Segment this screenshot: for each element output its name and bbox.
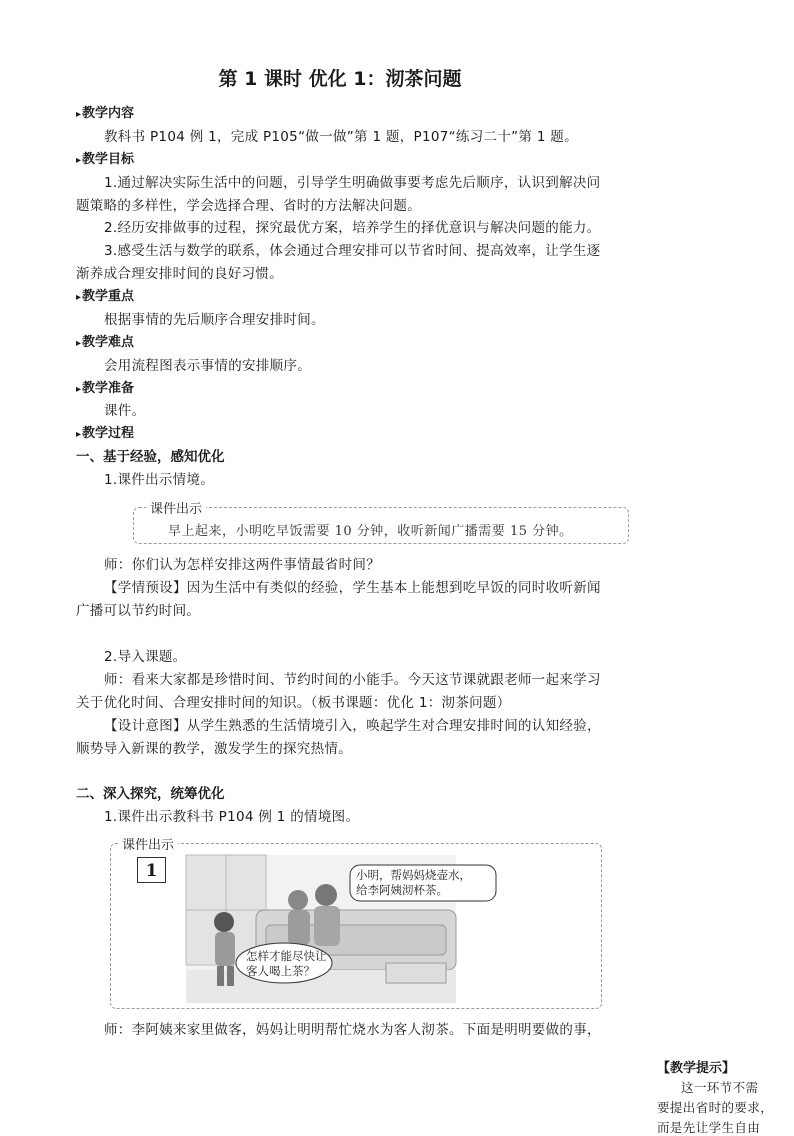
teaching-tip-line-1: 这一环节不需 [681, 1080, 759, 1095]
goal-line-2: 题策略的多样性，学会选择合理、省时的方法解决问题。 [76, 198, 421, 214]
section-heading-process: ▸ 教学过程 [76, 422, 134, 441]
design-intent-line-2: 顺势导入新课的教学，激发学生的探究热情。 [76, 741, 352, 757]
section-heading-content: ▸ 教学内容 [76, 102, 134, 121]
teaching-tip-line-2: 要提出省时的要求， [657, 1100, 774, 1115]
section-heading-goals: ▸ 教学目标 [76, 148, 134, 167]
bubble-mom-line-2: 给李阿姨沏杯茶。 [356, 883, 448, 897]
part1-heading: 一、基于经验，感知优化 [76, 449, 225, 465]
goal-line-4: 3.感受生活与数学的联系，体会通过合理安排可以节省时间、提高效率，让学生逐 [104, 243, 601, 259]
teacher-intro-line-1: 师：看来大家都是珍惜时间、节约时间的小能手。今天这节课就跟老师一起来学习 [104, 672, 601, 688]
bubble-boy-line-2: 客人喝上茶？ [246, 964, 315, 978]
learning-preset-line-2: 广播可以节约时间。 [76, 603, 201, 619]
page-title: 第 1 课时 优化 1：沏茶问题 [218, 68, 462, 90]
teaching-tip-line-3: 而是先让学生自由 [657, 1120, 761, 1135]
courseware-box-1-text: 早上起来，小明吃早饭需要 10 分钟，收听新闻广播需要 15 分钟。 [168, 524, 573, 539]
bubble-mom-line-1: 小明，帮妈妈烧壶水， [356, 868, 471, 882]
example-number: 1 [137, 857, 166, 883]
goal-line-5: 渐养成合理安排时间的良好习惯。 [76, 266, 283, 282]
learning-preset-line-1: 【学情预设】因为生活中有类似的经验，学生基本上能想到吃早饭的同时收听新闻 [104, 580, 601, 596]
prep-text: 课件。 [104, 403, 146, 419]
goal-line-3: 2.经历安排做事的过程，探究最优方案，培养学生的择优意识与解决问题的能力。 [104, 220, 601, 236]
courseware-box-1-label: 课件出示 [146, 498, 206, 517]
key-text: 根据事情的先后顺序合理安排时间。 [104, 312, 325, 328]
goal-line-1: 1.通过解决实际生活中的问题，引导学生明确做事要考虑先后顺序，认识到解决问 [104, 175, 601, 191]
part2-step1: 1.课件出示教科书 P104 例 1 的情境图。 [104, 809, 360, 825]
part2-heading: 二、深入探究，统筹优化 [76, 786, 225, 802]
content-text: 教科书 P104 例 1，完成 P105“做一做”第 1 题，P107“练习二十”第 1 题。 [104, 129, 578, 145]
section-heading-key: ▸ 教学重点 [76, 285, 134, 304]
teacher-intro-line-2: 关于优化时间、合理安排时间的知识。（板书课题：优化 1：沏茶问题） [76, 695, 511, 711]
design-intent-line-1: 【设计意图】从学生熟悉的生活情境引入，唤起学生对合理安排时间的认知经验， [104, 718, 601, 734]
section-heading-prep: ▸ 教学准备 [76, 377, 134, 396]
teacher-question-1: 师：你们认为怎样安排这两件事情最省时间？ [104, 557, 380, 573]
part1-step1: 1.课件出示情境。 [104, 472, 215, 488]
teaching-tip-title: 【教学提示】 [657, 1061, 736, 1076]
teacher-scene-line: 师：李阿姨来家里做客，妈妈让明明帮忙烧水为客人沏茶。下面是明明要做的事， [104, 1022, 601, 1038]
bubble-boy-line-1: 怎样才能尽快让 [246, 949, 327, 963]
difficulty-text: 会用流程图表示事情的安排顺序。 [104, 358, 311, 374]
living-room-illustration [186, 855, 471, 1003]
courseware-box-2-label: 课件出示 [118, 834, 178, 853]
section-heading-difficulty: ▸ 教学难点 [76, 331, 134, 350]
part1-step2: 2.导入课题。 [104, 649, 187, 665]
